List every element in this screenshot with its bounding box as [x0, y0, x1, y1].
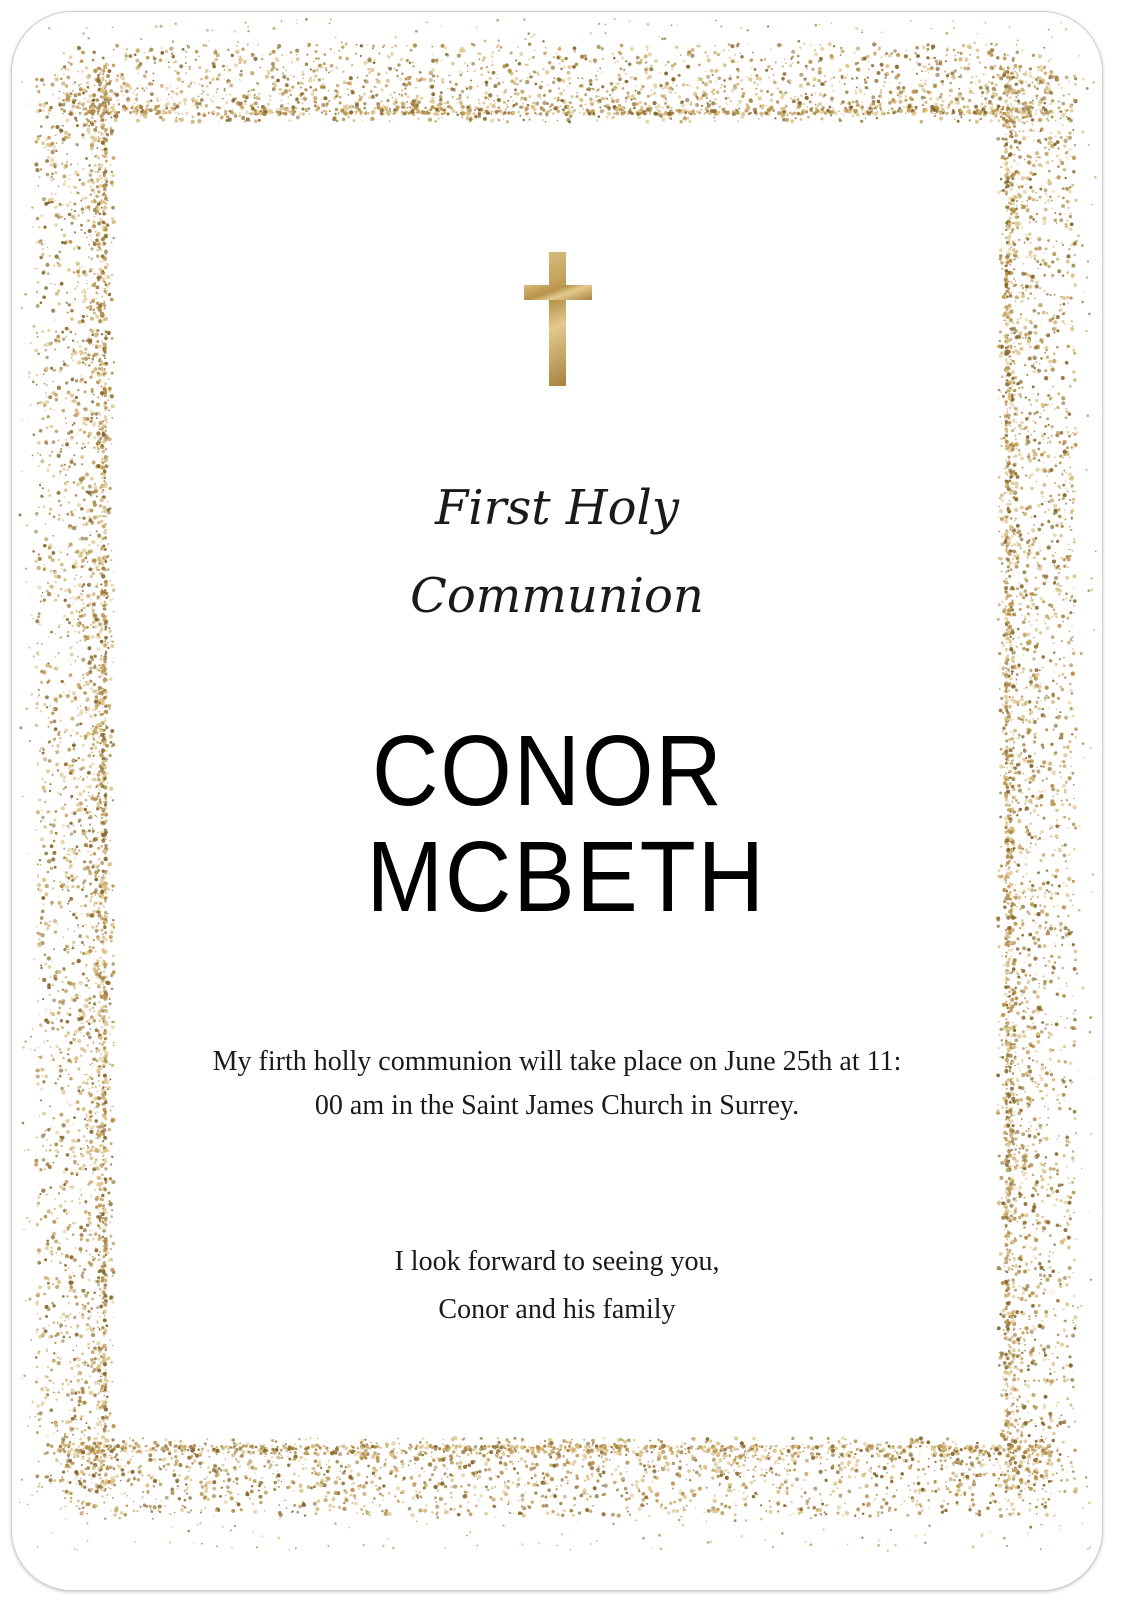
- celebrant-name: [56, 715, 1059, 933]
- cross-icon: [524, 252, 592, 386]
- event-title-line2: Communion: [410, 568, 704, 624]
- event-title: [12, 464, 1102, 640]
- closing-line1: I look forward to seeing you,: [394, 1246, 720, 1277]
- invitation-card: [12, 12, 1102, 1590]
- message-line2: 00 am in the Saint James Church in Surrey.: [314, 1090, 800, 1121]
- event-title-line1: First Holy: [434, 480, 679, 536]
- message-line1: My firth holly communion will take place on June 25th at 11:: [212, 1046, 902, 1077]
- closing-signature: [12, 1238, 1102, 1334]
- invitation-message: [172, 1040, 942, 1128]
- celebrant-last-name: MCBETH: [366, 821, 766, 933]
- celebrant-first-name: CONOR: [371, 715, 724, 827]
- closing-line2: Conor and his family: [438, 1294, 676, 1325]
